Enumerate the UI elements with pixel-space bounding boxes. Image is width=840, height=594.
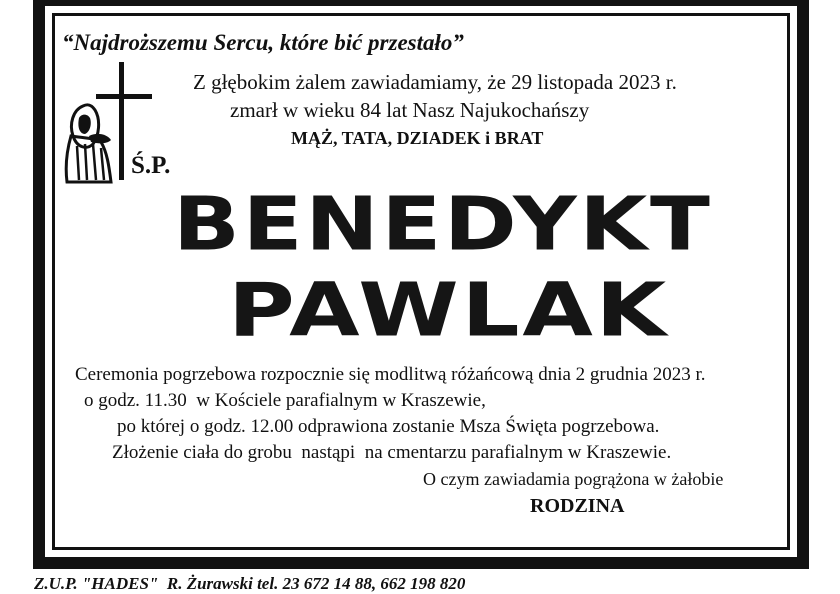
closing-line: O czym zawiadamia pogrążona w żałobie: [423, 469, 724, 489]
motto: “Najdroższemu Sercu, które bić przestało”: [62, 30, 464, 55]
ceremony-line-3: po której o godz. 12.00 odprawiona zostanie Msza Święta pogrzebowa.: [117, 416, 660, 437]
funeral-home-footer: Z.U.P. "HADES" R. Żurawski tel. 23 672 14 88, 662 198 820: [34, 574, 466, 593]
ceremony-line-1: Ceremonia pogrzebowa rozpocznie się modlitwą różańcową dnia 2 grudnia 2023 r.: [75, 364, 706, 385]
first-name: BENEDYKT: [173, 181, 713, 268]
signature: RODZINA: [530, 495, 625, 517]
prefix-sp: Ś.P.: [131, 152, 171, 179]
last-name: PAWLAK: [228, 267, 669, 354]
announcement-line-1: Z głębokim żalem zawiadamiamy, że 29 listopada 2023 r.: [193, 70, 677, 94]
ceremony-line-2: o godz. 11.30 w Kościele parafialnym w Kraszewie,: [84, 390, 486, 411]
ceremony-line-4: Złożenie ciała do grobu nastąpi na cmentarzu parafialnym w Kraszewie.: [112, 442, 672, 463]
relations-line: MĄŻ, TATA, DZIADEK i BRAT: [291, 128, 544, 148]
announcement-line-2: zmarł w wieku 84 lat Nasz Najukochańszy: [230, 98, 590, 122]
